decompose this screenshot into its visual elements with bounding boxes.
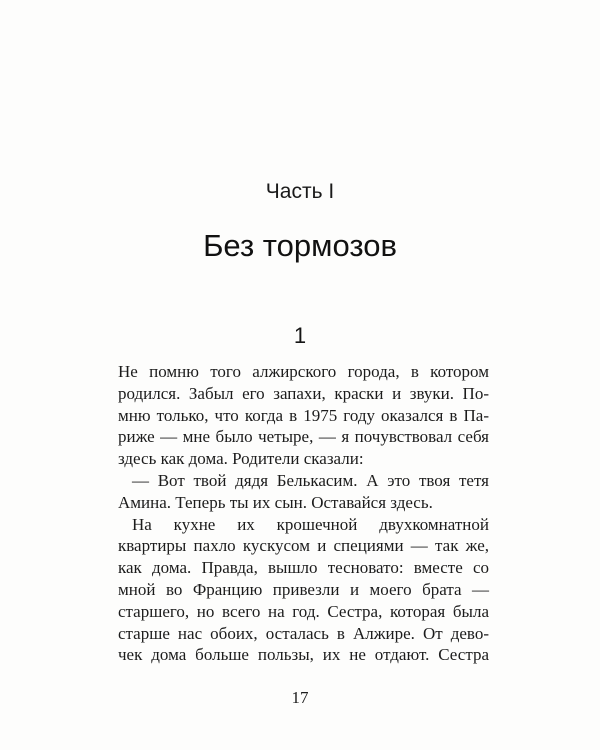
body-text: [118, 361, 489, 666]
page-number: 17: [291, 688, 309, 707]
text-line-9: квартиры пахло кускусом и специями — так же,: [118, 536, 489, 556]
text-line-12: старшего, но всего на год. Сестра, которая была: [118, 601, 489, 621]
part-label: Часть I: [265, 180, 335, 203]
text-line-1: Не помню того алжирского города, в котором: [118, 362, 489, 381]
text-line-13: старше нас обоих, осталась в Алжире. От дево-: [118, 623, 489, 643]
text-line-11: мной во Францию привезли и моего брата —: [118, 579, 489, 599]
text-line-10: как дома. Правда, вышло тесновато: вместе со: [118, 558, 489, 578]
chapter-number: 1: [293, 323, 307, 348]
text-line-4: риже — мне было четыре, — я почувствовал себя: [118, 427, 489, 447]
text-line-2: родился. Забыл его запахи, краски и звуки. По-: [118, 383, 489, 403]
part-title: Без тормозов: [203, 228, 397, 263]
text-line-8: На кухне их крошечной двухкомнатной: [132, 514, 489, 534]
text-line-5: здесь как дома. Родители сказали:: [118, 449, 364, 469]
text-line-3: мню только, что когда в 1975 году оказался в Па-: [118, 405, 489, 425]
text-line-14: чек дома больше пользы, их не отдают. Сестра: [118, 645, 489, 665]
text-line-7: Амина. Теперь ты их сын. Оставайся здесь.: [118, 492, 433, 512]
text-line-6: — Вот твой дядя Белькасим. А это твоя тетя: [132, 470, 489, 490]
